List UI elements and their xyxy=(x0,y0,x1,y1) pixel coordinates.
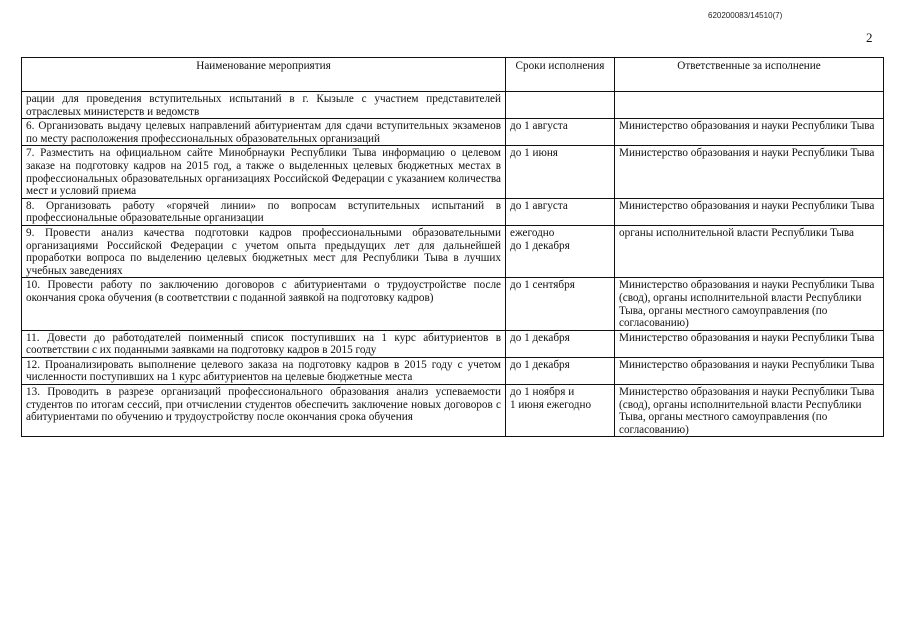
task-cell: 11. Довести до работодателей поименный список поступивших на 1 курс абитуриентов в соответствии с их поданными заявками на подготовку кадров в 2015 году xyxy=(22,330,506,357)
responsible-cell: Министерство образования и науки Республики Тыва xyxy=(615,146,884,198)
measures-table xyxy=(21,57,884,437)
table-row xyxy=(22,198,884,225)
term-cell: ежегодно до 1 декабря xyxy=(506,225,615,277)
task-cell: 7. Разместить на официальном сайте Минобрнауки Республики Тыва информацию о целевом заказе на подготовку кадров на 2015 год, а также о выделенных целевых бюджетных местах в профессиональных образовательных организациях Российской Федерации с указанием количества мест и условий приема xyxy=(22,146,506,198)
term-cell: до 1 июня xyxy=(506,146,615,198)
task-cell: 13. Проводить в разрезе организаций профессионального образования анализ успеваемости студентов по итогам сессий, при отчислении студентов обеспечить заключение новых договоров с абитуриентами по обучению и трудоустройству после окончания срока обучения xyxy=(22,385,506,437)
term-cell xyxy=(506,92,615,119)
task-cell: 6. Организовать выдачу целевых направлений абитуриентам для сдачи вступительных экзаменов по месту расположения профессиональных образовательных организаций xyxy=(22,119,506,146)
column-header-task: Наименование мероприятия xyxy=(22,58,506,92)
column-header-term: Сроки исполнения xyxy=(506,58,615,92)
table-row xyxy=(22,357,884,384)
table-row xyxy=(22,119,884,146)
table-row xyxy=(22,385,884,437)
task-cell: 12. Проанализировать выполнение целевого заказа на подготовку кадров в 2015 году с учетом численности поступивших на 1 курс абитуриентов на целевые бюджетные места xyxy=(22,357,506,384)
term-cell: до 1 декабря xyxy=(506,330,615,357)
page-number: 2 xyxy=(866,30,873,45)
term-cell: до 1 декабря xyxy=(506,357,615,384)
header-row xyxy=(22,58,884,92)
task-cell: рации для проведения вступительных испытаний в г. Кызыле с участием представителей отраслевых министерств и ведомств xyxy=(22,92,506,119)
responsible-cell: Министерство образования и науки Республики Тыва xyxy=(615,330,884,357)
column-header-responsible: Ответственные за исполнение xyxy=(615,58,884,92)
table-header xyxy=(22,58,884,92)
task-cell: 10. Провести работу по заключению договоров с абитуриентами о трудоустройстве после окончания срока обучения (в соответствии с поданной заявкой на подготовку кадров) xyxy=(22,278,506,330)
responsible-cell: Министерство образования и науки Республики Тыва xyxy=(615,119,884,146)
responsible-cell: Министерство образования и науки Республики Тыва (свод), органы исполнительной власти Республики Тыва, органы местного самоуправления (по согласованию) xyxy=(615,385,884,437)
responsible-cell xyxy=(615,92,884,119)
term-cell: до 1 сентября xyxy=(506,278,615,330)
responsible-cell: Министерство образования и науки Республики Тыва xyxy=(615,198,884,225)
task-cell: 9. Провести анализ качества подготовки кадров профессиональными образовательными организациями Российской Федерации с учетом опыта предыдущих лет для дальнейшей проработки вопроса по выделению целевых бюджетных мест для Республики Тыва в лучших учебных заведениях xyxy=(22,225,506,277)
term-cell: до 1 ноября и 1 июня ежегодно xyxy=(506,385,615,437)
table-row xyxy=(22,92,884,119)
document-id: 620200083/14510(7) xyxy=(708,11,783,20)
term-cell: до 1 августа xyxy=(506,119,615,146)
table-row xyxy=(22,278,884,330)
table-row xyxy=(22,146,884,198)
responsible-cell: органы исполнительной власти Республики Тыва xyxy=(615,225,884,277)
table-row xyxy=(22,225,884,277)
responsible-cell: Министерство образования и науки Республики Тыва (свод), органы исполнительной власти Республики Тыва, органы местного самоуправления (по согласованию) xyxy=(615,278,884,330)
table-row xyxy=(22,330,884,357)
responsible-cell: Министерство образования и науки Республики Тыва xyxy=(615,357,884,384)
term-cell: до 1 августа xyxy=(506,198,615,225)
task-cell: 8. Организовать работу «горячей линии» по вопросам вступительных испытаний в профессиональные образовательные организации xyxy=(22,198,506,225)
